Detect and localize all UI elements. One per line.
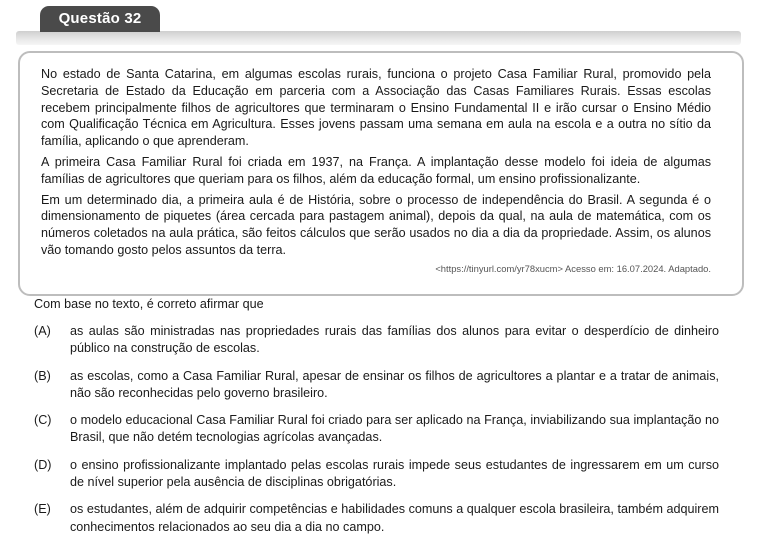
- question-number-tab: Questão 32: [40, 6, 160, 32]
- option-d-text: o ensino profissionalizante implantado pelas escolas rurais impede seus estudantes de ingressarem em um curso de nível superior pela ausência de disciplinas obrigatórias.: [70, 457, 719, 490]
- passage-paragraph-1: No estado de Santa Catarina, em algumas escolas rurais, funciona o projeto Casa Familiar Rural, promovido pela Secretaria de Estado da Educação em parceria com a Associação das Casas Familiares Rurais. Essas escolas recebem principalmente filhos de agricultores que terminaram o Ensino Fundamental II e irão cursar o Ensino Médio com Qualificação Técnica em Agricultura. Esses jovens passam uma semana em aula na escola e a outra no sítio da família, aplicando o que aprenderam.: [41, 67, 711, 149]
- option-b[interactable]: [34, 368, 719, 403]
- option-b-text: as escolas, como a Casa Familiar Rural, apesar de ensinar os filhos de agricultores a plantar e a tratar de animais, não são reconhecidas pelo governo brasileiro.: [70, 368, 719, 400]
- passage-paragraph-3: Em um determinado dia, a primeira aula é de História, sobre o processo de independência do Brasil. A segunda é o dimensionamento de piquetes (área cercada para pastagem animal), depois da qual, na aula de matemática, com os números coletados na aula prática, são feitos cálculos que serão usados no dia a dia da propriedade. Assim, os alunos vão tomando gosto pelos assuntos da terra.: [41, 192, 711, 257]
- option-a-letter: (A): [34, 324, 51, 338]
- question-prompt: Com base no texto, é correto afirmar que: [34, 297, 264, 311]
- option-e-letter: (E): [34, 502, 51, 517]
- option-a-text: as aulas são ministradas nas propriedades rurais das famílias dos alunos para evitar o desperdício de dinheiro público na construção de escolas.: [70, 324, 719, 356]
- option-c[interactable]: [34, 412, 719, 447]
- header-bar: [16, 31, 741, 45]
- answer-options: [34, 323, 719, 546]
- option-e[interactable]: [34, 501, 719, 536]
- option-c-letter: (C): [34, 413, 52, 428]
- option-d[interactable]: [34, 457, 719, 492]
- option-e-text: os estudantes, além de adquirir competências e habilidades comuns a qualquer escola brasileira, também adquirem conhecimentos relacionados ao seu dia a dia no campo.: [70, 502, 719, 534]
- option-b-letter: (B): [34, 368, 51, 383]
- passage-box: [18, 51, 744, 296]
- option-a[interactable]: [34, 323, 719, 358]
- passage-paragraph-2: A primeira Casa Familiar Rural foi criada em 1937, na França. A implantação desse modelo foi ideia de algumas famílias de agricultores que queriam para os filhos, além da educação formal, um ensino profissionalizante.: [41, 154, 711, 186]
- passage-source: <https://tinyurl.com/yr78xucm> Acesso em: 16.07.2024. Adaptado.: [435, 262, 711, 274]
- option-c-text: o modelo educacional Casa Familiar Rural foi criado para ser aplicado na França, inviabilizando sua implantação no Brasil, que não detém tecnologias agrícolas avançadas.: [70, 413, 719, 445]
- option-d-letter: (D): [34, 457, 52, 472]
